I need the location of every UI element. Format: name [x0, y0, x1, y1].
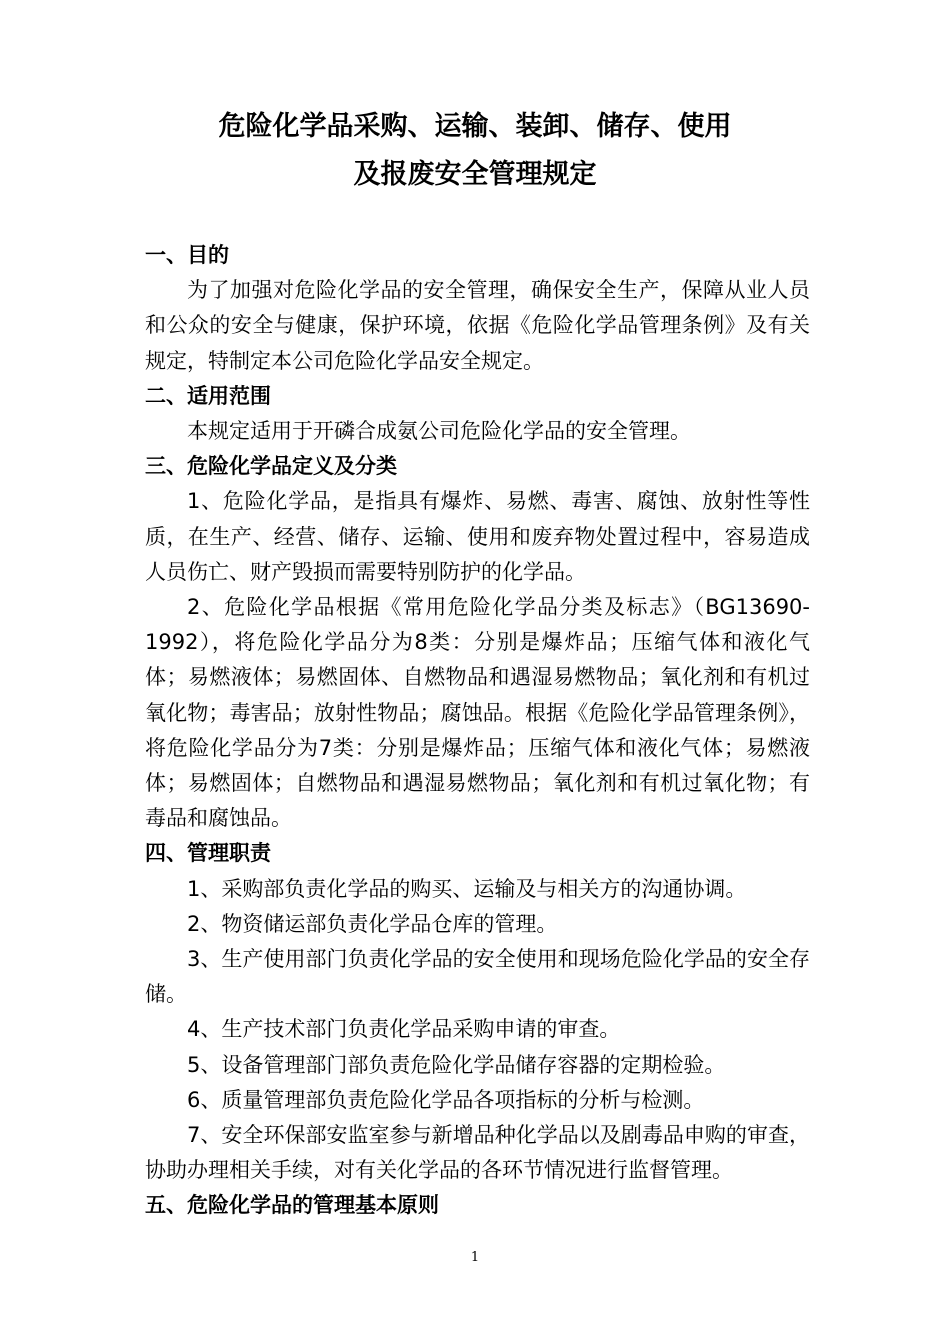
list-item: 5、设备管理部门部负责危险化学品储存容器的定期检验。: [187, 1052, 726, 1077]
paragraph: 1、危险化学品，是指具有爆炸、易燃、毒害、腐蚀、放射性等性质，在生产、经营、储存、运输、使用和废弃物处置过程中，容易造成人员伤亡、财产毁损而需要特别防护的化学品。: [145, 489, 810, 584]
section-heading-principles: 五、危险化学品的管理基本原则: [145, 1193, 439, 1218]
document-title-line-2: 及报废安全管理规定: [353, 159, 597, 190]
paragraph: 为了加强对危险化学品的安全管理，确保安全生产，保障从业人员和公众的安全与健康，保护环境，依据《危险化学品管理条例》及有关规定，特制定本公司危险化学品安全规定。: [145, 278, 810, 373]
section-heading-scope: 二、适用范围: [145, 383, 271, 408]
page-number: 1: [470, 1250, 480, 1265]
section-heading-definition: 三、危险化学品定义及分类: [145, 454, 397, 479]
list-item: 4、生产技术部门负责化学品采购申请的审查。: [187, 1017, 621, 1042]
section-heading-purpose: 一、目的: [145, 243, 229, 267]
list-item: 7、安全环保部安监室参与新增品种化学品以及剧毒品申购的审查，协助办理相关手续，对有关化学品的各环节情况进行监督管理。: [145, 1123, 810, 1183]
paragraph: 本规定适用于开磷合成氨公司危险化学品的安全管理。: [187, 419, 691, 444]
list-item: 2、物资储运部负责化学品仓库的管理。: [187, 911, 558, 936]
list-item: 3、生产使用部门负责化学品的安全使用和现场危险化学品的安全存储。: [145, 947, 810, 1007]
section-heading-responsibilities: 四、管理职责: [145, 841, 271, 866]
paragraph: 2、危险化学品根据《常用危险化学品分类及标志》（BG13690-1992），将危险化学品分为8类：分别是爆炸品；压缩气体和液化气体；易燃液体；易燃固体、自燃物品和遇湿易燃物品；氧化剂和有机过氧化物；毒害品；放射性物品；腐蚀品。根据《危险化学品管理条例》，将危险化学品分为7类：分别是爆炸品；压缩气体和液化气体；易燃液体；易燃固体；自燃物品和遇湿易燃物品；氧化剂和有机过氧化物；有毒品和腐蚀品。: [145, 595, 810, 831]
list-item: 1、采购部负责化学品的购买、运输及与相关方的沟通协调。: [187, 876, 747, 901]
document-title-line-1: 危险化学品采购、运输、装卸、储存、使用: [218, 111, 732, 142]
list-item: 6、质量管理部负责危险化学品各项指标的分析与检测。: [187, 1087, 705, 1112]
document-body: [145, 238, 810, 1224]
